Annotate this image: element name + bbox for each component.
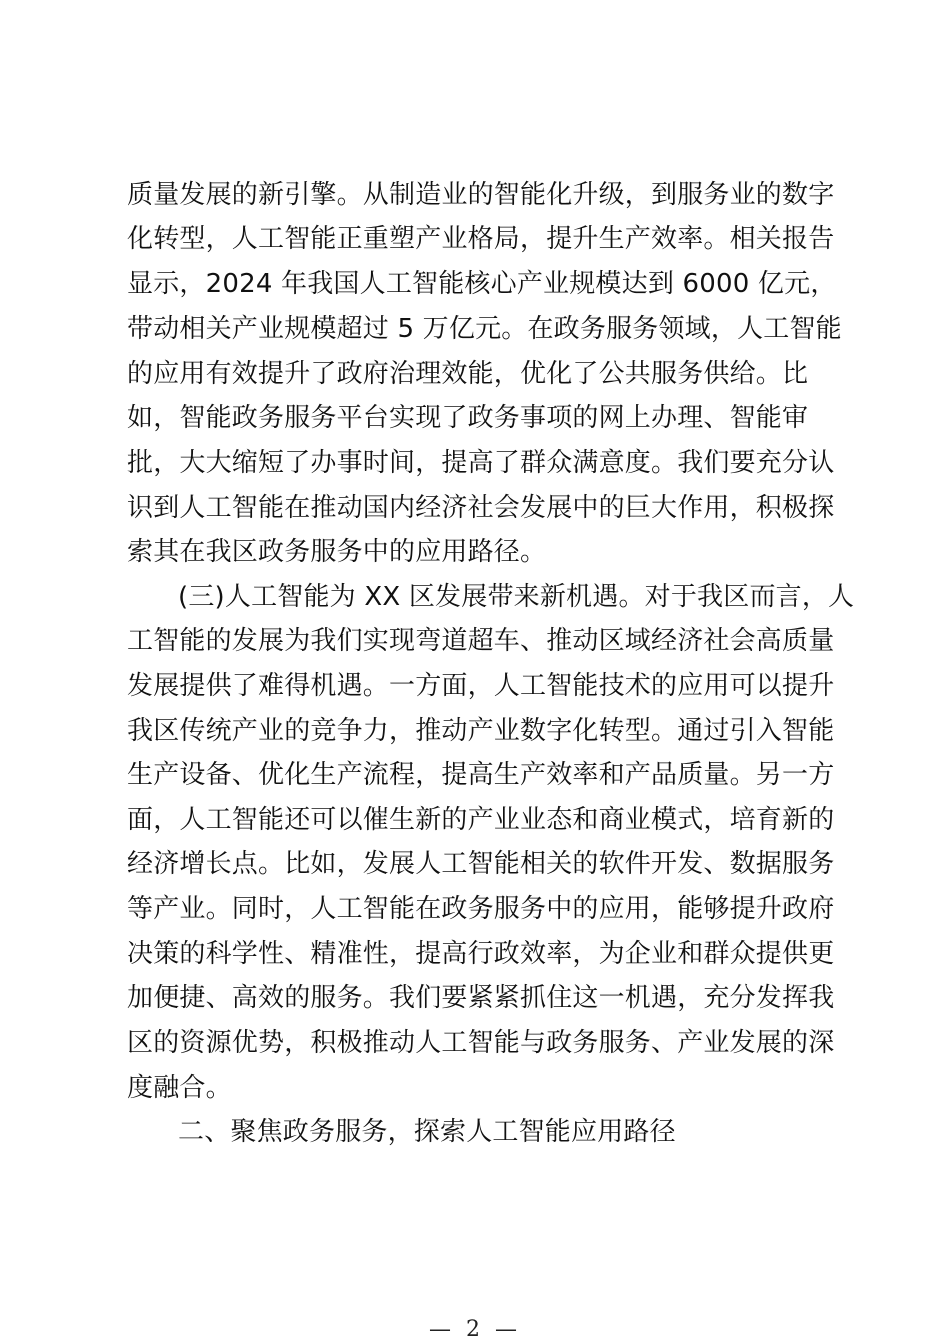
body-line: 发展提供了难得机遇。一方面，人工智能技术的应用可以提升 <box>127 671 835 701</box>
body-line: 工智能的发展为我们实现弯道超车、推动区域经济社会高质量 <box>127 626 835 656</box>
section-heading-line: (三)人工智能为 XX 区发展带来新机遇。对于我区而言，人 <box>178 582 855 612</box>
body-line: 化转型，人工智能正重塑产业格局，提升生产效率。相关报告 <box>127 224 835 254</box>
body-line: 等产业。同时，人工智能在政务服务中的应用，能够提升政府 <box>127 894 835 924</box>
body-line: 加便捷、高效的服务。我们要紧紧抓住这一机遇，充分发挥我 <box>127 983 835 1013</box>
body-line: 面，人工智能还可以催生新的产业业态和商业模式，培育新的 <box>127 805 835 835</box>
body-line: 索其在我区政务服务中的应用路径。 <box>127 537 547 567</box>
body-line: 经济增长点。比如，发展人工智能相关的软件开发、数据服务 <box>127 849 835 879</box>
body-line: 带动相关产业规模超过 5 万亿元。在政务服务领域，人工智能 <box>127 314 842 344</box>
page-number: — 2 — <box>429 1317 521 1342</box>
body-line: 区的资源优势，积极推动人工智能与政务服务、产业发展的深 <box>127 1028 835 1058</box>
body-line: 如，智能政务服务平台实现了政务事项的网上办理、智能审 <box>127 403 809 433</box>
body-line: 决策的科学性、精准性，提高行政效率，为企业和群众提供更 <box>127 939 835 969</box>
body-line: 质量发展的新引擎。从制造业的智能化升级，到服务业的数字 <box>127 180 835 210</box>
body-line: 识到人工智能在推动国内经济社会发展中的巨大作用，积极探 <box>127 493 835 523</box>
body-line: 批，大大缩短了办事时间，提高了群众满意度。我们要充分认 <box>127 448 835 478</box>
body-line: 的应用有效提升了政府治理效能，优化了公共服务供给。比 <box>127 359 809 389</box>
body-line: 生产设备、优化生产流程，提高生产效率和产品质量。另一方 <box>127 760 835 790</box>
body-line: 显示，2024 年我国人工智能核心产业规模达到 6000 亿元， <box>127 269 837 299</box>
chapter-heading: 二、聚焦政务服务，探索人工智能应用路径 <box>178 1117 676 1147</box>
body-line: 度融合。 <box>127 1073 232 1103</box>
body-line: 我区传统产业的竞争力，推动产业数字化转型。通过引入智能 <box>127 716 835 746</box>
